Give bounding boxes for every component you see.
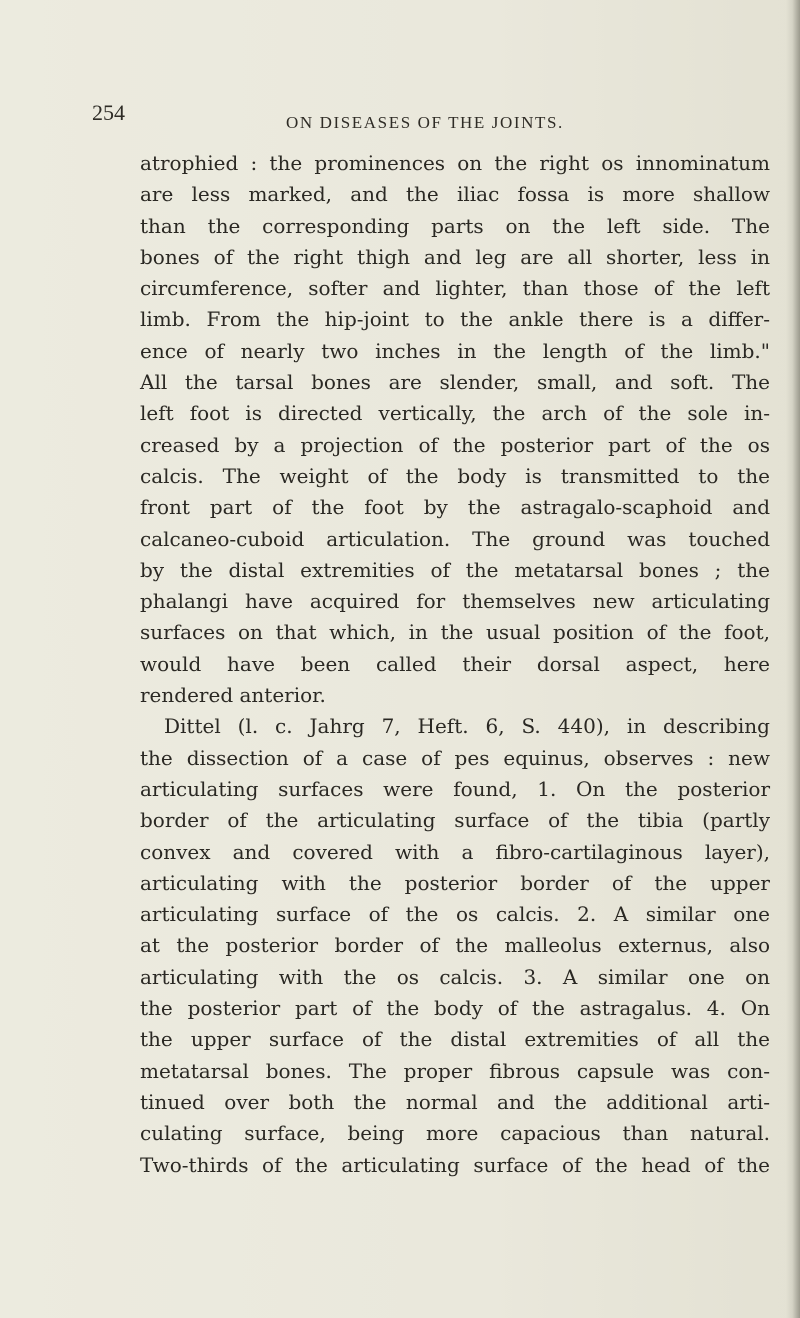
- text-line: the posterior part of the body of the astragalus. 4. On: [140, 996, 770, 1021]
- page-number: 254: [92, 100, 125, 125]
- text-line: Two-thirds of the articulating surface of the head of the: [140, 1152, 770, 1177]
- text-line: circumference, softer and lighter, than those of the left: [140, 276, 770, 301]
- text-line: are less marked, and the iliac fossa is more shallow: [140, 182, 770, 207]
- text-line: tinued over both the normal and the additional arti-: [140, 1089, 770, 1114]
- text-line: convex and covered with a fibro-cartilaginous layer),: [140, 839, 770, 864]
- text-line: bones of the right thigh and leg are all shorter, less in: [140, 244, 770, 269]
- text-line: front part of the foot by the astragalo-scaphoid and: [140, 495, 770, 520]
- text-line: Dittel (l. c. Jahrg 7, Heft. 6, S. 440), in describing: [164, 714, 770, 739]
- text-line: creased by a projection of the posterior part of the os: [140, 432, 770, 457]
- text-line: phalangi have acquired for themselves new articulating: [140, 589, 770, 614]
- text-line: articulating with the posterior border of the upper: [140, 870, 770, 895]
- text-line: All the tarsal bones are slender, small, and soft. The: [140, 370, 770, 395]
- text-line: by the distal extremities of the metatarsal bones ; the: [140, 557, 770, 582]
- text-line: calcaneo-cuboid articulation. The ground was touched: [140, 526, 770, 551]
- page-edge-shadow: [786, 0, 800, 1318]
- text-line: atrophied : the prominences on the right os innominatum: [140, 151, 770, 175]
- text-line: left foot is directed vertically, the arch of the sole in-: [140, 401, 770, 426]
- text-line: than the corresponding parts on the left side. The: [140, 213, 770, 238]
- text-line: surfaces on that which, in the usual position of the foot,: [140, 620, 770, 645]
- text-line: articulating surface of the os calcis. 2. A similar one: [140, 902, 770, 927]
- running-head: ON DISEASES OF THE JOINTS.: [286, 113, 564, 132]
- body-text: [140, 148, 770, 1181]
- text-line: limb. From the hip-joint to the ankle there is a differ-: [140, 307, 770, 332]
- text-line: rendered anterior.: [140, 683, 326, 708]
- text-line: border of the articulating surface of the tibia (partly: [140, 808, 770, 833]
- text-line: the upper surface of the distal extremities of all the: [140, 1027, 770, 1052]
- text-line: at the posterior border of the malleolus externus, also: [140, 933, 770, 958]
- text-line: would have been called their dorsal aspect, here: [140, 651, 770, 676]
- text-line: calcis. The weight of the body is transmitted to the: [140, 463, 770, 488]
- text-line: ence of nearly two inches in the length of the limb.": [140, 338, 770, 363]
- text-line: articulating with the os calcis. 3. A similar one on: [140, 964, 770, 989]
- text-line: articulating surfaces were found, 1. On the posterior: [140, 776, 770, 801]
- text-line: metatarsal bones. The proper fibrous capsule was con-: [140, 1058, 770, 1083]
- text-line: culating surface, being more capacious than natural.: [140, 1121, 770, 1146]
- text-line: the dissection of a case of pes equinus, observes : new: [140, 745, 770, 770]
